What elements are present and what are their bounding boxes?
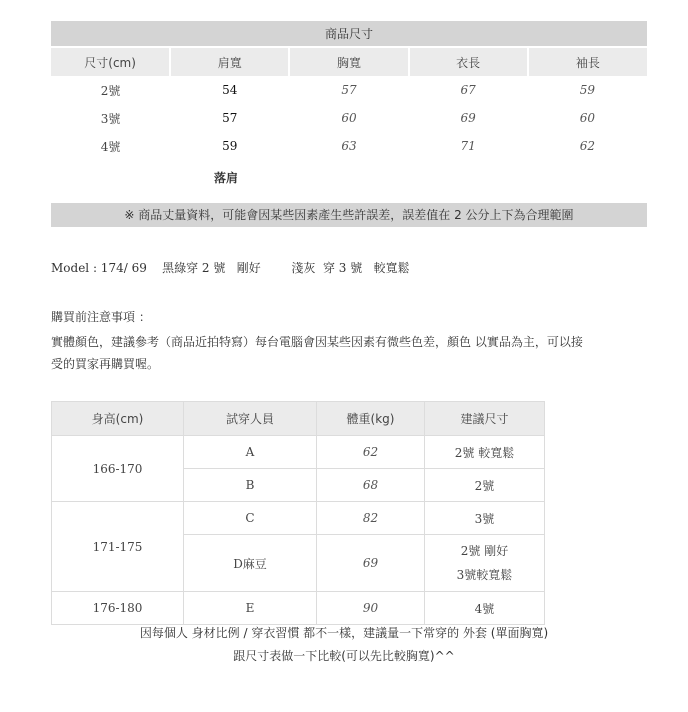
fit-header-row [52, 402, 545, 436]
cell-shoulder: 54 [222, 83, 238, 97]
cell-weight: 62 [317, 436, 425, 469]
table-row [51, 76, 647, 104]
footer-advice: 因每個人 身材比例 / 穿衣習慣 都不一樣，建議量一下常穿的 外套 (單面胸寬) [139, 626, 549, 640]
cell-chest: 60 [341, 111, 357, 125]
table-row [52, 592, 545, 625]
header-height: 身高(cm) [52, 402, 184, 436]
header-shoulder: 肩寬 [170, 47, 289, 76]
cell-suggested-size [425, 535, 545, 592]
cell-size: 3號 [100, 111, 121, 126]
size-line: 2號 剛好 [460, 544, 509, 558]
table-row [52, 436, 545, 469]
cell-weight: 69 [317, 535, 425, 592]
table-row [51, 132, 647, 160]
cell-sleeve: 59 [579, 83, 596, 97]
cell-length: 67 [460, 83, 476, 97]
cell-tester: B [184, 469, 317, 502]
cell-suggested-size: 2號 [425, 469, 545, 502]
cell-weight: 68 [317, 469, 425, 502]
cell-suggested-size: 3號 [425, 502, 545, 535]
notes-heading: 購買前注意事項 ： [51, 310, 151, 324]
cell-chest: 63 [341, 139, 357, 153]
header-tester: 試穿人員 [184, 402, 317, 436]
header-suggested-size: 建議尺寸 [425, 402, 545, 436]
fit-reference-table [51, 401, 545, 625]
cell-sleeve: 60 [579, 111, 596, 125]
cell-tester: D麻豆 [184, 535, 317, 592]
measurement-notice: ※ 商品丈量資料，可能會因某些因素產生些許誤差，誤差值在 2 公分上下為合理範圍 [51, 203, 647, 227]
cell-shoulder: 59 [222, 139, 238, 153]
header-chest: 胸寬 [289, 47, 408, 76]
cell-chest: 57 [341, 83, 357, 97]
cell-sleeve: 62 [579, 139, 596, 153]
header-sleeve: 袖長 [528, 47, 647, 76]
cell-weight: 82 [317, 502, 425, 535]
table-row [52, 502, 545, 535]
cell-tester: C [184, 502, 317, 535]
size-chart-table [51, 21, 647, 160]
header-weight: 體重(kg) [317, 402, 425, 436]
size-line: 3號較寬鬆 [456, 568, 513, 582]
cell-weight: 90 [317, 592, 425, 625]
cell-size: 2號 [100, 83, 121, 98]
header-length: 衣長 [409, 47, 528, 76]
cell-suggested-size: 2號 較寬鬆 [425, 436, 545, 469]
footer-advice-2: 跟尺寸表做一下比較(可以先比較胸寬)^^ [233, 649, 455, 663]
cell-tester: A [184, 436, 317, 469]
drop-shoulder-label: 落肩 [214, 171, 239, 185]
size-chart-header-row [51, 47, 647, 76]
model-info: Model : 174/ 69 黑綠穿 2 號 剛好 淺灰 穿 3 號 較寬鬆 [51, 261, 410, 275]
notes-line: 實體顏色，建議參考（商品近拍特寫）每台電腦會因某些因素有微些色差，顏色 以實品為主，可以接 [51, 335, 583, 349]
cell-tester: E [184, 592, 317, 625]
header-size: 尺寸(cm) [51, 47, 170, 76]
cell-height: 166-170 [52, 436, 184, 502]
cell-length: 71 [460, 139, 476, 153]
notes-body [51, 331, 651, 375]
cell-size: 4號 [100, 139, 121, 154]
cell-shoulder: 57 [222, 111, 238, 125]
cell-suggested-size: 4號 [425, 592, 545, 625]
cell-height: 171-175 [52, 502, 184, 592]
size-chart-title: 商品尺寸 [51, 21, 647, 47]
table-row [51, 104, 647, 132]
cell-height: 176-180 [52, 592, 184, 625]
cell-length: 69 [460, 111, 476, 125]
notes-line: 受的買家再購買喔。 [51, 357, 160, 371]
